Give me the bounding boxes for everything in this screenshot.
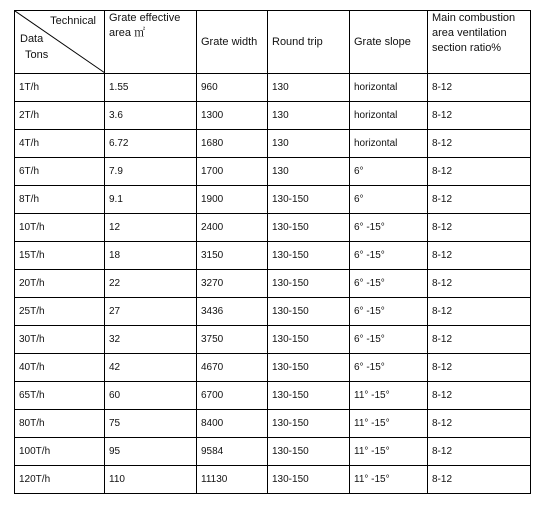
cell-width: 3436 <box>197 298 268 326</box>
cell-trip: 130-150 <box>268 466 350 494</box>
cell-slope: 11° -15° <box>350 382 428 410</box>
cell-tons: 30T/h <box>15 326 105 354</box>
header-grate-width: Grate width <box>197 11 268 74</box>
table-row <box>15 354 531 382</box>
cell-slope: 6° <box>350 186 428 214</box>
cell-width: 3150 <box>197 242 268 270</box>
cell-tons: 25T/h <box>15 298 105 326</box>
cell-tons: 65T/h <box>15 382 105 410</box>
cell-tons: 10T/h <box>15 214 105 242</box>
header-row <box>15 11 531 74</box>
cell-tons: 8T/h <box>15 186 105 214</box>
cell-ratio: 8-12 <box>428 410 531 438</box>
cell-ratio: 8-12 <box>428 326 531 354</box>
cell-area: 18 <box>105 242 197 270</box>
cell-width: 11130 <box>197 466 268 494</box>
cell-width: 1900 <box>197 186 268 214</box>
cell-area: 7.9 <box>105 158 197 186</box>
cell-tons: 80T/h <box>15 410 105 438</box>
cell-ratio: 8-12 <box>428 186 531 214</box>
cell-ratio: 8-12 <box>428 354 531 382</box>
cell-trip: 130-150 <box>268 354 350 382</box>
table-row <box>15 186 531 214</box>
grate-spec-table <box>14 10 531 494</box>
cell-area: 95 <box>105 438 197 466</box>
cell-area: 6.72 <box>105 130 197 158</box>
cell-area: 32 <box>105 326 197 354</box>
cell-ratio: 8-12 <box>428 466 531 494</box>
cell-trip: 130-150 <box>268 270 350 298</box>
cell-tons: 100T/h <box>15 438 105 466</box>
cell-ratio: 8-12 <box>428 158 531 186</box>
cell-area: 12 <box>105 214 197 242</box>
cell-tons: 20T/h <box>15 270 105 298</box>
cell-trip: 130 <box>268 74 350 102</box>
cell-trip: 130-150 <box>268 186 350 214</box>
cell-width: 6700 <box>197 382 268 410</box>
cell-width: 1700 <box>197 158 268 186</box>
cell-area: 42 <box>105 354 197 382</box>
cell-slope: 6° -15° <box>350 326 428 354</box>
cell-slope: 6° -15° <box>350 354 428 382</box>
cell-area: 3.6 <box>105 102 197 130</box>
cell-area: 1.55 <box>105 74 197 102</box>
cell-slope: horizontal <box>350 74 428 102</box>
cell-width: 3750 <box>197 326 268 354</box>
cell-trip: 130-150 <box>268 214 350 242</box>
table-row <box>15 382 531 410</box>
cell-slope: 11° -15° <box>350 410 428 438</box>
cell-trip: 130 <box>268 158 350 186</box>
cell-tons: 15T/h <box>15 242 105 270</box>
cell-tons: 1T/h <box>15 74 105 102</box>
cell-slope: 6° -15° <box>350 214 428 242</box>
cell-slope: 6° -15° <box>350 270 428 298</box>
cell-slope: horizontal <box>350 130 428 158</box>
header-grate-area: Grate effective area ㎡ <box>105 11 197 74</box>
table-row <box>15 158 531 186</box>
table-row <box>15 298 531 326</box>
cell-ratio: 8-12 <box>428 270 531 298</box>
cell-trip: 130-150 <box>268 326 350 354</box>
table-row <box>15 130 531 158</box>
table-row <box>15 410 531 438</box>
cell-width: 8400 <box>197 410 268 438</box>
cell-trip: 130-150 <box>268 410 350 438</box>
cell-ratio: 8-12 <box>428 102 531 130</box>
header-corner-cell <box>15 11 105 74</box>
header-grate-slope: Grate slope <box>350 11 428 74</box>
cell-area: 9.1 <box>105 186 197 214</box>
cell-trip: 130-150 <box>268 382 350 410</box>
cell-tons: 4T/h <box>15 130 105 158</box>
cell-slope: 6° <box>350 158 428 186</box>
cell-trip: 130-150 <box>268 242 350 270</box>
cell-area: 75 <box>105 410 197 438</box>
cell-area: 60 <box>105 382 197 410</box>
cell-ratio: 8-12 <box>428 382 531 410</box>
table-row <box>15 438 531 466</box>
table-row <box>15 326 531 354</box>
cell-ratio: 8-12 <box>428 438 531 466</box>
corner-label-tons: Tons <box>25 49 49 61</box>
cell-trip: 130 <box>268 102 350 130</box>
table-row <box>15 466 531 494</box>
cell-tons: 40T/h <box>15 354 105 382</box>
cell-tons: 6T/h <box>15 158 105 186</box>
cell-width: 3270 <box>197 270 268 298</box>
cell-width: 1300 <box>197 102 268 130</box>
header-ventilation-ratio: Main combustion area ventilation section ratio% <box>428 11 531 74</box>
cell-trip: 130 <box>268 130 350 158</box>
corner-label-data: Data <box>20 33 44 45</box>
cell-trip: 130-150 <box>268 298 350 326</box>
header-round-trip: Round trip <box>268 11 350 74</box>
cell-ratio: 8-12 <box>428 298 531 326</box>
cell-tons: 120T/h <box>15 466 105 494</box>
cell-width: 2400 <box>197 214 268 242</box>
table-row <box>15 270 531 298</box>
cell-area: 27 <box>105 298 197 326</box>
cell-area: 110 <box>105 466 197 494</box>
table-row <box>15 74 531 102</box>
table-row <box>15 242 531 270</box>
cell-slope: 6° -15° <box>350 242 428 270</box>
cell-area: 22 <box>105 270 197 298</box>
cell-width: 4670 <box>197 354 268 382</box>
cell-slope: 6° -15° <box>350 298 428 326</box>
cell-width: 960 <box>197 74 268 102</box>
cell-slope: 11° -15° <box>350 438 428 466</box>
cell-ratio: 8-12 <box>428 214 531 242</box>
cell-width: 9584 <box>197 438 268 466</box>
cell-ratio: 8-12 <box>428 74 531 102</box>
cell-tons: 2T/h <box>15 102 105 130</box>
table-row <box>15 214 531 242</box>
cell-ratio: 8-12 <box>428 130 531 158</box>
cell-width: 1680 <box>197 130 268 158</box>
cell-slope: 11° -15° <box>350 466 428 494</box>
cell-trip: 130-150 <box>268 438 350 466</box>
cell-slope: horizontal <box>350 102 428 130</box>
corner-label-technical: Technical <box>50 15 96 27</box>
cell-ratio: 8-12 <box>428 242 531 270</box>
table-row <box>15 102 531 130</box>
